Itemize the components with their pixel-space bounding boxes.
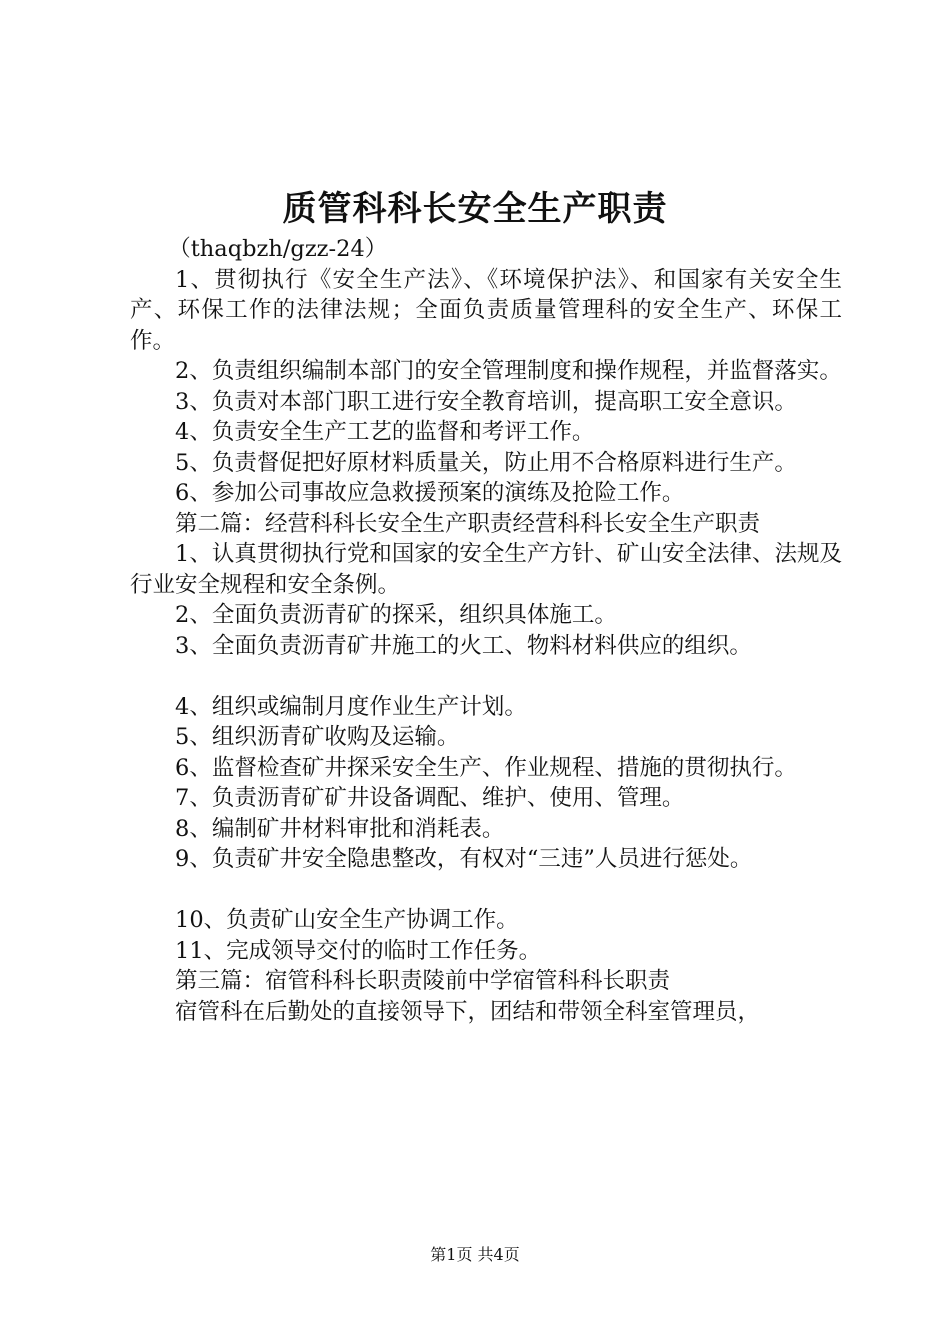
paragraph-item: 3、全面负责沥青矿井施工的火工、物料材料供应的组织。 bbox=[175, 632, 752, 659]
section-heading: 第三篇：宿管科科长职责陵前中学宿管科科长职责 bbox=[175, 968, 671, 994]
paragraph-item: 1、贯彻执行《安全生产法》、《环境保护法》、和国家有关安全生产、环保工作的法律法规；全面负责质量管理科的安全生产、环保工作。 bbox=[130, 266, 842, 354]
section-heading: 第二篇：经营科科长安全生产职责经营科科长安全生产职责 bbox=[175, 510, 761, 537]
paragraph-item: 9、负责矿井安全隐患整改，有权对“三违”人员进行惩处。 bbox=[175, 846, 753, 872]
paragraph-item: 5、负责督促把好原材料质量关，防止用不合格原料进行生产。 bbox=[175, 449, 797, 476]
paragraph-item: 4、负责安全生产工艺的监督和考评工作。 bbox=[175, 419, 595, 445]
paragraph-item: 1、认真贯彻执行党和国家的安全生产方针、矿山安全法律、法规及行业安全规程和安全条例。 bbox=[130, 541, 842, 598]
page-title: 质管科科长安全生产职责 bbox=[282, 189, 668, 229]
page-footer: 第1页 共4页 bbox=[430, 1245, 520, 1264]
paragraph-item: 10、负责矿山安全生产协调工作。 bbox=[175, 907, 519, 933]
paragraph-item: 8、编制矿井材料审批和消耗表。 bbox=[175, 815, 505, 842]
paragraph-item: 宿管科在后勤处的直接领导下，团结和带领全科室管理员， bbox=[175, 998, 761, 1025]
paragraph-item: 2、负责组织编制本部门的安全管理制度和操作规程，并监督落实。 bbox=[175, 358, 842, 384]
paragraph-item: 3、负责对本部门职工进行安全教育培训，提高职工安全意识。 bbox=[175, 388, 797, 415]
paragraph-item: 6、参加公司事故应急救援预案的演练及抢险工作。 bbox=[175, 480, 685, 506]
paragraph-item: 5、组织沥青矿收购及运输。 bbox=[175, 724, 460, 750]
paragraph-item: 7、负责沥青矿矿井设备调配、维护、使用、管理。 bbox=[175, 785, 685, 811]
document-code: （thaqbzh/gzz-24） bbox=[168, 236, 388, 262]
paragraph-item: 4、组织或编制月度作业生产计划。 bbox=[175, 693, 527, 720]
paragraph-item: 6、监督检查矿井探采安全生产、作业规程、措施的贯彻执行。 bbox=[175, 754, 797, 781]
paragraph-item: 11、完成领导交付的临时工作任务。 bbox=[175, 937, 542, 964]
paragraph-item: 2、全面负责沥青矿的探采，组织具体施工。 bbox=[175, 602, 617, 628]
document-body bbox=[130, 234, 842, 1027]
